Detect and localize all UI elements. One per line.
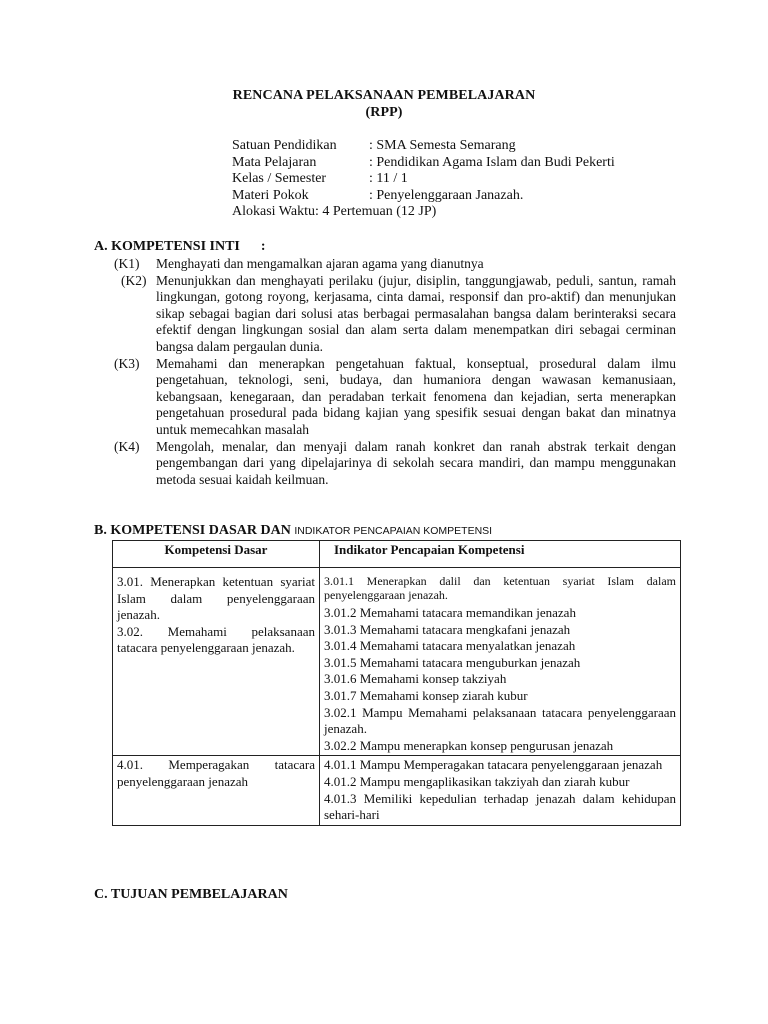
indikator-item: 3.01.1 Menerapkan dalil dan ketentuan syariat Islam dalam penyelenggaraan jenazah. [324,574,676,602]
indikator-item: 4.01.1 Mampu Memperagakan tatacara penyelenggaraan jenazah [324,757,663,773]
indikator-item: 3.01.6 Memahami konsep takziyah [324,671,507,687]
table-header-row [113,541,681,568]
indikator-cell [320,568,681,756]
ki-text: Menghayati dan mengamalkan ajaran agama yang dianutnya [156,256,484,271]
identity-row [232,138,615,155]
identity-value: : Penyelenggaraan Janazah. [369,187,524,203]
identity-label: Mata Pelajaran [232,154,317,170]
section-b-heading [94,523,492,539]
ki-item [114,273,676,356]
kd-text: 4.01. Memperagakan tatacara penyelenggaraan jenazah [117,757,315,789]
ki-item [114,356,676,439]
indikator-item: 3.02.1 Mampu Memahami pelaksanaan tatacara penyelenggaraan jenazah. [324,704,676,737]
kd-cell [113,568,320,756]
indikator-item: 4.01.2 Mampu mengaplikasikan takziyah dan ziarah kubur [324,773,630,789]
identity-label: Materi Pokok [232,187,309,203]
table-row [113,568,681,756]
alokasi-waktu: Alokasi Waktu: 4 Pertemuan (12 JP) [232,204,437,220]
indikator-item: 3.01.4 Memahami tatacara menyalatkan jenazah [324,638,576,654]
kd-text: 3.01. Menerapkan ketentuan syariat Islam dalam penyelenggaraan jenazah. [117,574,315,623]
document-title: RENCANA PELAKSANAAN PEMBELAJARAN [232,88,536,103]
identity-label: Kelas / Semester [232,171,327,187]
identity-row [232,188,615,205]
kd-text: 3.02. Memahami pelaksanaan tatacara penyelenggaraan jenazah. [117,623,315,656]
identity-value: : SMA Semesta Semarang [369,138,516,153]
indikator-item: 4.01.3 Memiliki kepedulian terhadap jenazah dalam kehidupan sehari-hari [324,790,676,823]
section-b-heading-main: B. KOMPETENSI DASAR DAN [94,523,295,538]
ki-code: (K3) [114,355,140,371]
identity-row [232,171,615,188]
ki-item [114,439,676,489]
ki-text: Mengolah, menalar, dan menyaji dalam ranah konkret dan ranah abstrak terkait dengan pengembangan dari yang dipelajarinya di sekolah secara mandiri, dan mampu menggunakan metoda sesuai kaidah keilmuan. [156,438,676,487]
column-header-kompetensi-dasar: Kompetensi Dasar [113,541,320,568]
ki-item [114,256,676,273]
ki-code: (K2) [121,272,147,288]
identity-label: Satuan Pendidikan [232,138,337,153]
document-subtitle: (RPP) [365,105,403,120]
kd-cell [113,756,320,825]
table-row [113,756,681,825]
identity-value: : Pendidikan Agama Islam dan Budi Pekerti [369,154,615,170]
indikator-item: 3.01.7 Memahami konsep ziarah kubur [324,687,528,703]
ki-text: Menunjukkan dan menghayati perilaku (jujur, disiplin, tanggungjawab, peduli, santun, ramah lingkungan, gotong royong, kerjasama, cinta damai, responsif dan pro-aktif) dan menunjukan sikap sebagai bagian dari solusi atas berbagai permasalahan bangsa dalam berinteraksi secara efektif dengan lingkungan sosial dan alam serta dalam menempatkan diri sebagai cerminan bangsa dalam pergaulan dunia. [156,272,676,354]
kompetensi-inti-list [114,256,676,488]
kompetensi-table [112,540,681,826]
ki-code: (K1) [114,256,140,271]
identity-value: : 11 / 1 [369,171,408,187]
ki-text: Memahami dan menerapkan pengetahuan faktual, konseptual, prosedural dalam ilmu pengetahuan, teknologi, seni, budaya, dan humaniora dengan wawasan kemanusiaan, kebangsaan, kenegaraan, dan peradaban terkait fenomena dan kejadian, serta menerapkan pengetahuan prosedural pada bidang kajian yang spesifik sesuai dengan bakat dan minatnya untuk memecahkan masalah [156,355,676,437]
identity-block [232,138,615,221]
indikator-cell [320,756,681,825]
indikator-item: 3.01.5 Memahami tatacara menguburkan jenazah [324,654,581,670]
identity-row [232,155,615,172]
ki-code: (K4) [114,438,140,454]
indikator-item: 3.01.2 Memahami tatacara memandikan jenazah [324,605,576,620]
column-header-indikator: Indikator Pencapaian Kompetensi [320,541,681,568]
indikator-item: 3.02.2 Mampu menerapkan konsep pengurusan jenazah [324,737,614,753]
section-b-heading-sub: INDIKATOR PENCAPAIAN KOMPETENSI [294,525,493,537]
section-c-heading: C. TUJUAN PEMBELAJARAN [94,887,288,902]
section-a-heading: A. KOMPETENSI INTI : [94,239,266,254]
indikator-item: 3.01.3 Memahami tatacara mengkafani jenazah [324,621,571,637]
